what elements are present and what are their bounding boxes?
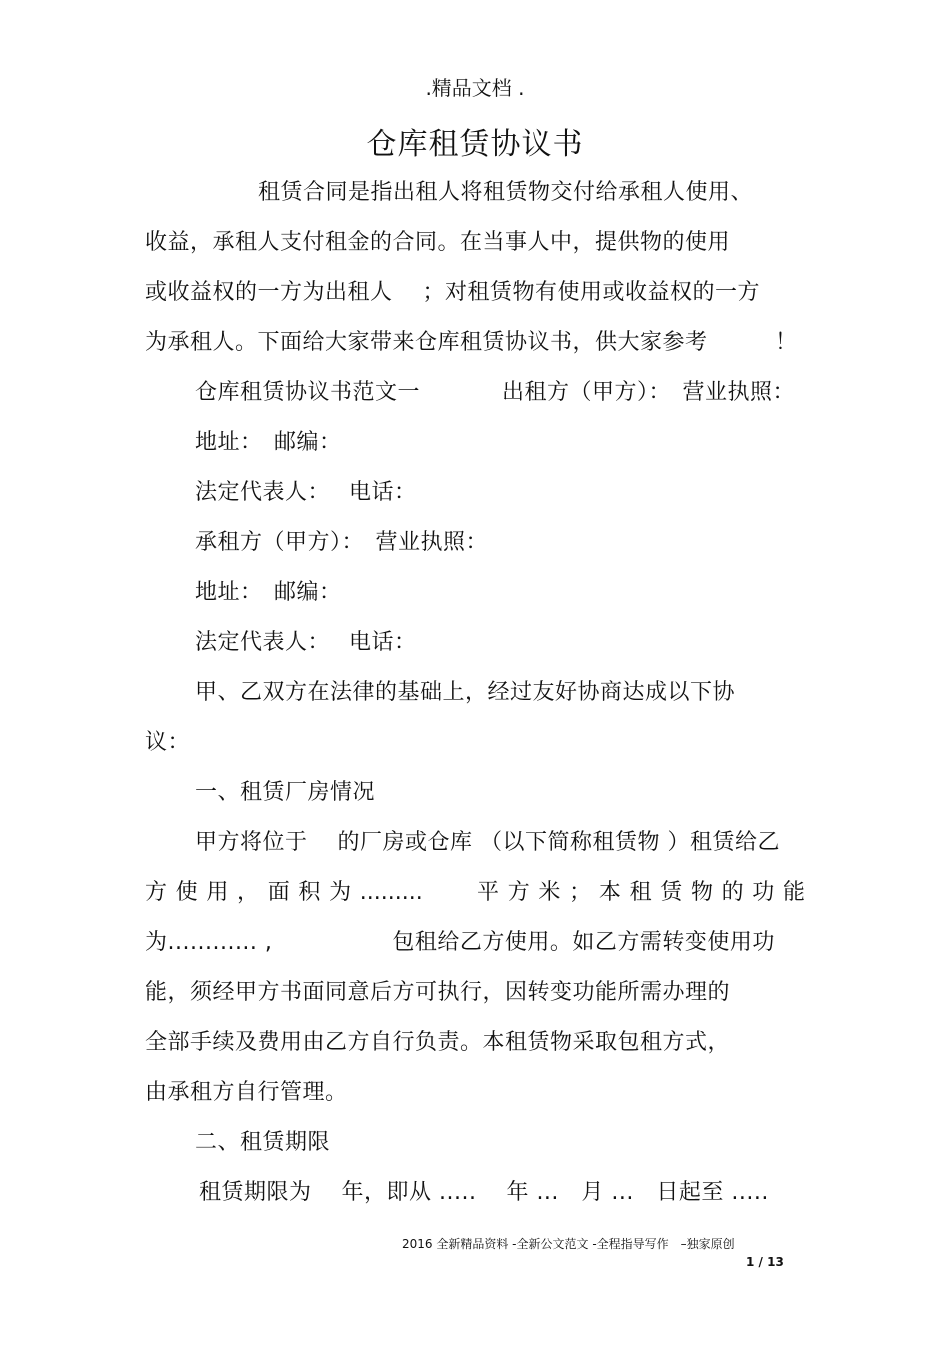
intro-line-2: 收益，承租人支付租金的合同。在当事人中，提供物的使用 bbox=[145, 230, 731, 255]
lessee-label: 承租方（甲方）： 营业执照： bbox=[195, 530, 489, 555]
section-2-heading: 二、租赁期限 bbox=[195, 1130, 331, 1155]
section-1-line-6: 由承租方自行管理。 bbox=[145, 1080, 348, 1105]
section-1-line-4: 能，须经甲方书面同意后方可执行，因转变功能所需办理的 bbox=[145, 980, 731, 1005]
footer-text: 2016 全新精品资料 -全新公文范文 -全程指导写作 –独家原创 bbox=[402, 1237, 735, 1251]
lessee-address: 地址： 邮编： bbox=[195, 580, 342, 605]
section-1-line-2: 方 使 用 ， 面 积 为 ......... 平 方 米 ； 本 租 赁 物 的 功 能 bbox=[145, 880, 805, 905]
sample-heading: 仓库租赁协议书范文一 bbox=[195, 380, 421, 405]
section-2-line-1: 租赁期限为 年，即从 ..... 年 ... 月 ... 日起至 ..... bbox=[199, 1180, 769, 1205]
lessee-representative: 法定代表人： 电话： bbox=[195, 630, 417, 655]
agreement-line-2: 议： bbox=[145, 730, 191, 755]
page-number: 1 / 13 bbox=[746, 1255, 784, 1269]
section-1-line-5: 全部手续及费用由乙方自行负责。本租赁物采取包租方式， bbox=[145, 1030, 731, 1055]
lessor-label: 出租方（甲方）： 营业执照： bbox=[502, 380, 796, 405]
section-1-line-3: 为............ , 包租给乙方使用。如乙方需转变使用功 bbox=[145, 930, 775, 955]
section-1-heading: 一、租赁厂房情况 bbox=[195, 780, 376, 805]
header-mark: .精品文档 . bbox=[425, 76, 525, 100]
intro-line-3: 或收益权的一方为出租人 ；对租赁物有使用或收益权的一方 bbox=[145, 280, 760, 305]
intro-line-1: 租赁合同是指出租人将租赁物交付给承租人使用、 bbox=[258, 180, 754, 205]
agreement-line-1: 甲、乙双方在法律的基础上，经过友好协商达成以下协 bbox=[195, 680, 736, 705]
intro-line-4: 为承租人。下面给大家带来仓库租赁协议书，供大家参考 ！ bbox=[145, 330, 798, 355]
section-1-line-1: 甲方将位于 的厂房或仓库 （以下简称租赁物 ）租赁给乙 bbox=[195, 830, 780, 855]
lessor-address: 地址： 邮编： bbox=[195, 430, 342, 455]
document-title: 仓库租赁协议书 bbox=[366, 127, 584, 162]
lessor-representative: 法定代表人： 电话： bbox=[195, 480, 417, 505]
